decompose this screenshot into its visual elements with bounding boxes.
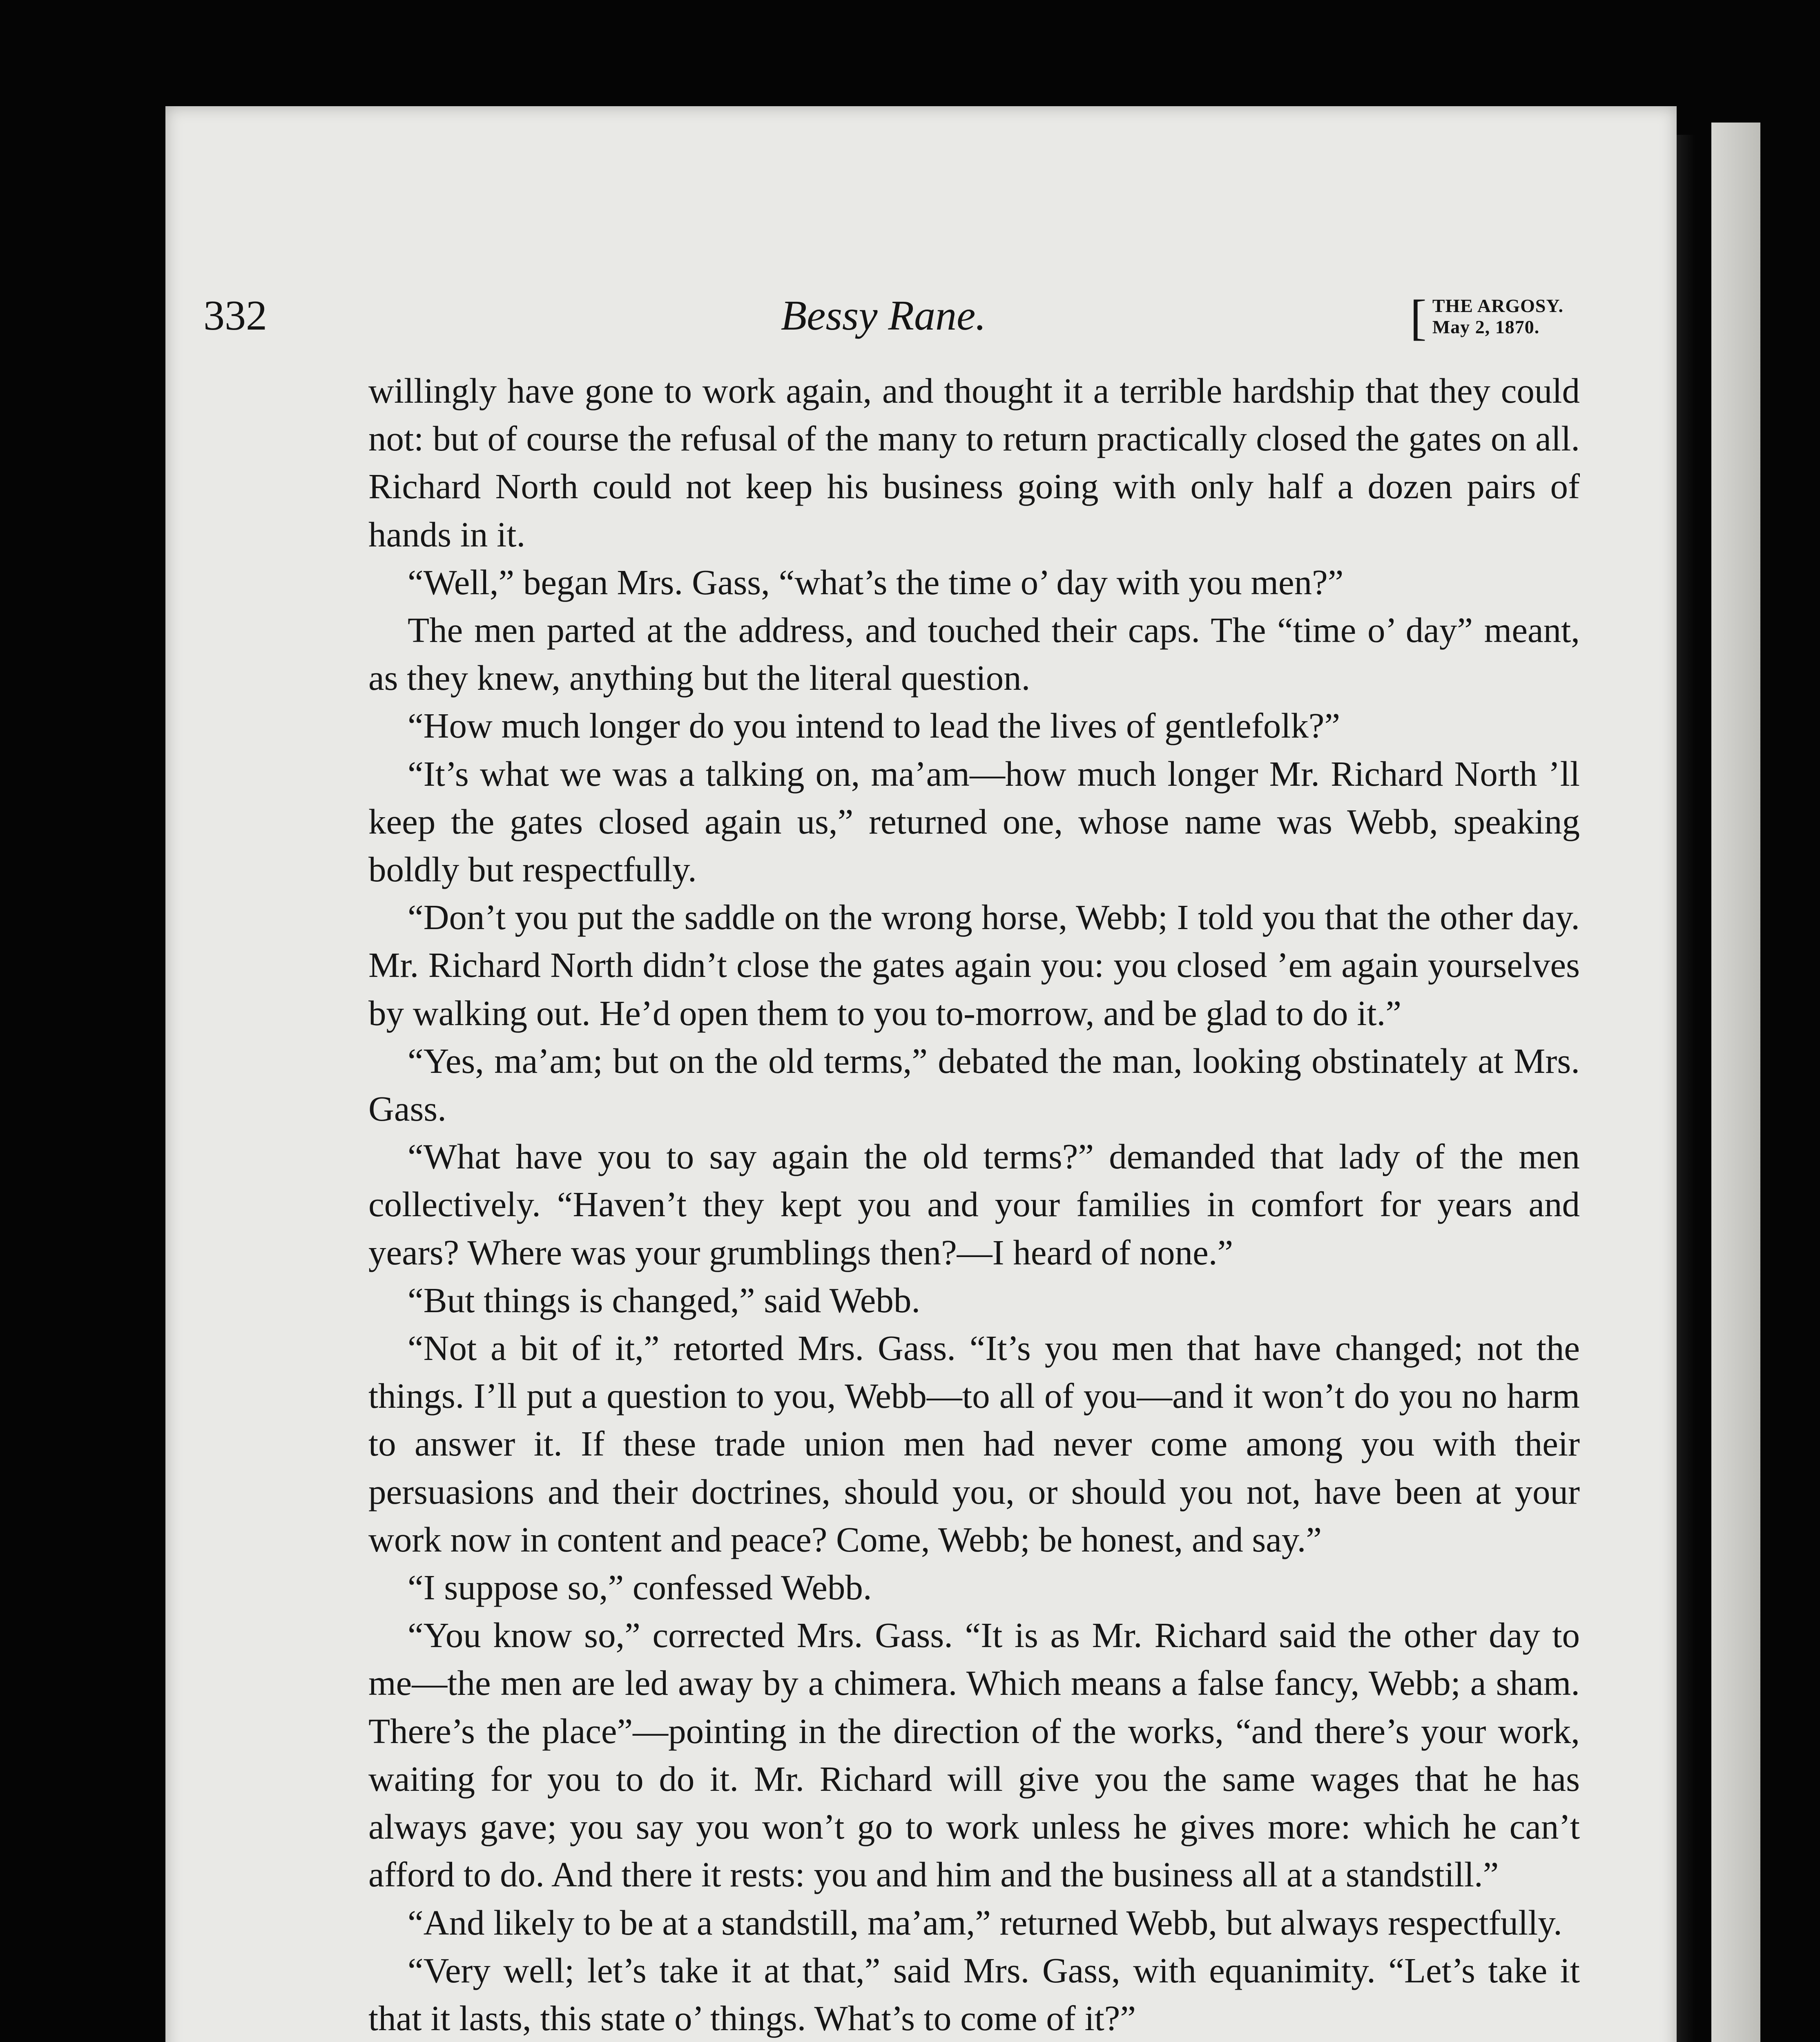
paragraph: “And likely to be at a standstill, ma’am,” returned Webb, but always respectfully. xyxy=(408,1902,1562,1942)
page-number: 332 xyxy=(203,292,267,339)
next-page-edge xyxy=(1711,123,1760,2042)
source-bracket: [ xyxy=(1410,290,1427,345)
paragraph: willingly have gone to work again, and thought it a terrible hardship that they could not: but of course the refusal of the many to return practically closed the gates on all. Richard North could not keep his business going with only half a dozen pairs of hands in it. xyxy=(368,371,1580,554)
paragraph: “Not a bit of it,” retorted Mrs. Gass. “It’s you men that have changed; not the things. I’ll put a question to you, Webb—to all of you—and it won’t do you no harm to answer it. If these trade union men had never come among you with their persuasions and their doctrines, should you, or should you not, have been at your work now in content and peace? Come, Webb; be honest, and say.” xyxy=(368,1328,1580,1559)
paragraph: “You know so,” corrected Mrs. Gass. “It is as Mr. Richard said the other day to me—the men are led away by a chimera. Which means a false fancy, Webb; a sham. There’s the place”—pointing in the direction of the works, “and there’s your work, waiting for you to do it. Mr. Richard will give you the same wages that he has always gave; you say you won’t go to work unless he gives more: which he can’t afford to do. And there it rests: you and him and the business all at a standstill.” xyxy=(368,1615,1580,1895)
source-lines xyxy=(1432,295,1564,340)
source-publication: THE ARGOSY. xyxy=(1432,295,1564,316)
paragraph: “How much longer do you intend to lead the lives of gentlefolk?” xyxy=(408,706,1340,746)
paragraph: “Very well; let’s take it at that,” said Mrs. Gass, with equanimity. “Let’s take it that it lasts, this state o’ things. What’s to come of it?” xyxy=(368,1950,1580,2038)
paragraph: “Well,” began Mrs. Gass, “what’s the time o’ day with you men?” xyxy=(408,562,1344,602)
source-citation xyxy=(1410,290,1564,345)
page-header xyxy=(203,288,1564,353)
running-title: Bessy Rane. xyxy=(781,292,986,339)
paragraph: “Yes, ma’am; but on the old terms,” debated the man, looking obstinately at Mrs. Gass. xyxy=(368,1041,1580,1129)
page-gutter-shadow xyxy=(1677,135,1695,2042)
paragraph: “Don’t you put the saddle on the wrong horse, Webb; I told you that the other day. Mr. Richard North didn’t close the gates again you: you closed ’em again yourselves by walking out. He’d open them to you to-morrow, and be glad to do it.” xyxy=(368,897,1580,1033)
paragraph: “But things is changed,” said Webb. xyxy=(408,1280,921,1320)
paragraph: “What have you to say again the old terms?” demanded that lady of the men collectively. “Haven’t they kept you and your families in comfort for years and years? Where was your grumblings then?—I heard of none.” xyxy=(368,1137,1580,1272)
paragraph: The men parted at the address, and touched their caps. The “time o’ day” meant, as they knew, anything but the literal question. xyxy=(368,610,1580,698)
source-date: May 2, 1870. xyxy=(1432,317,1540,337)
paragraph: “I suppose so,” confessed Webb. xyxy=(408,1567,872,1607)
paragraph: “It’s what we was a talking on, ma’am—how much longer Mr. Richard North ’ll keep the gates closed again us,” returned one, whose name was Webb, speaking boldly but respectfully. xyxy=(368,753,1580,889)
body-text xyxy=(368,367,1580,2042)
